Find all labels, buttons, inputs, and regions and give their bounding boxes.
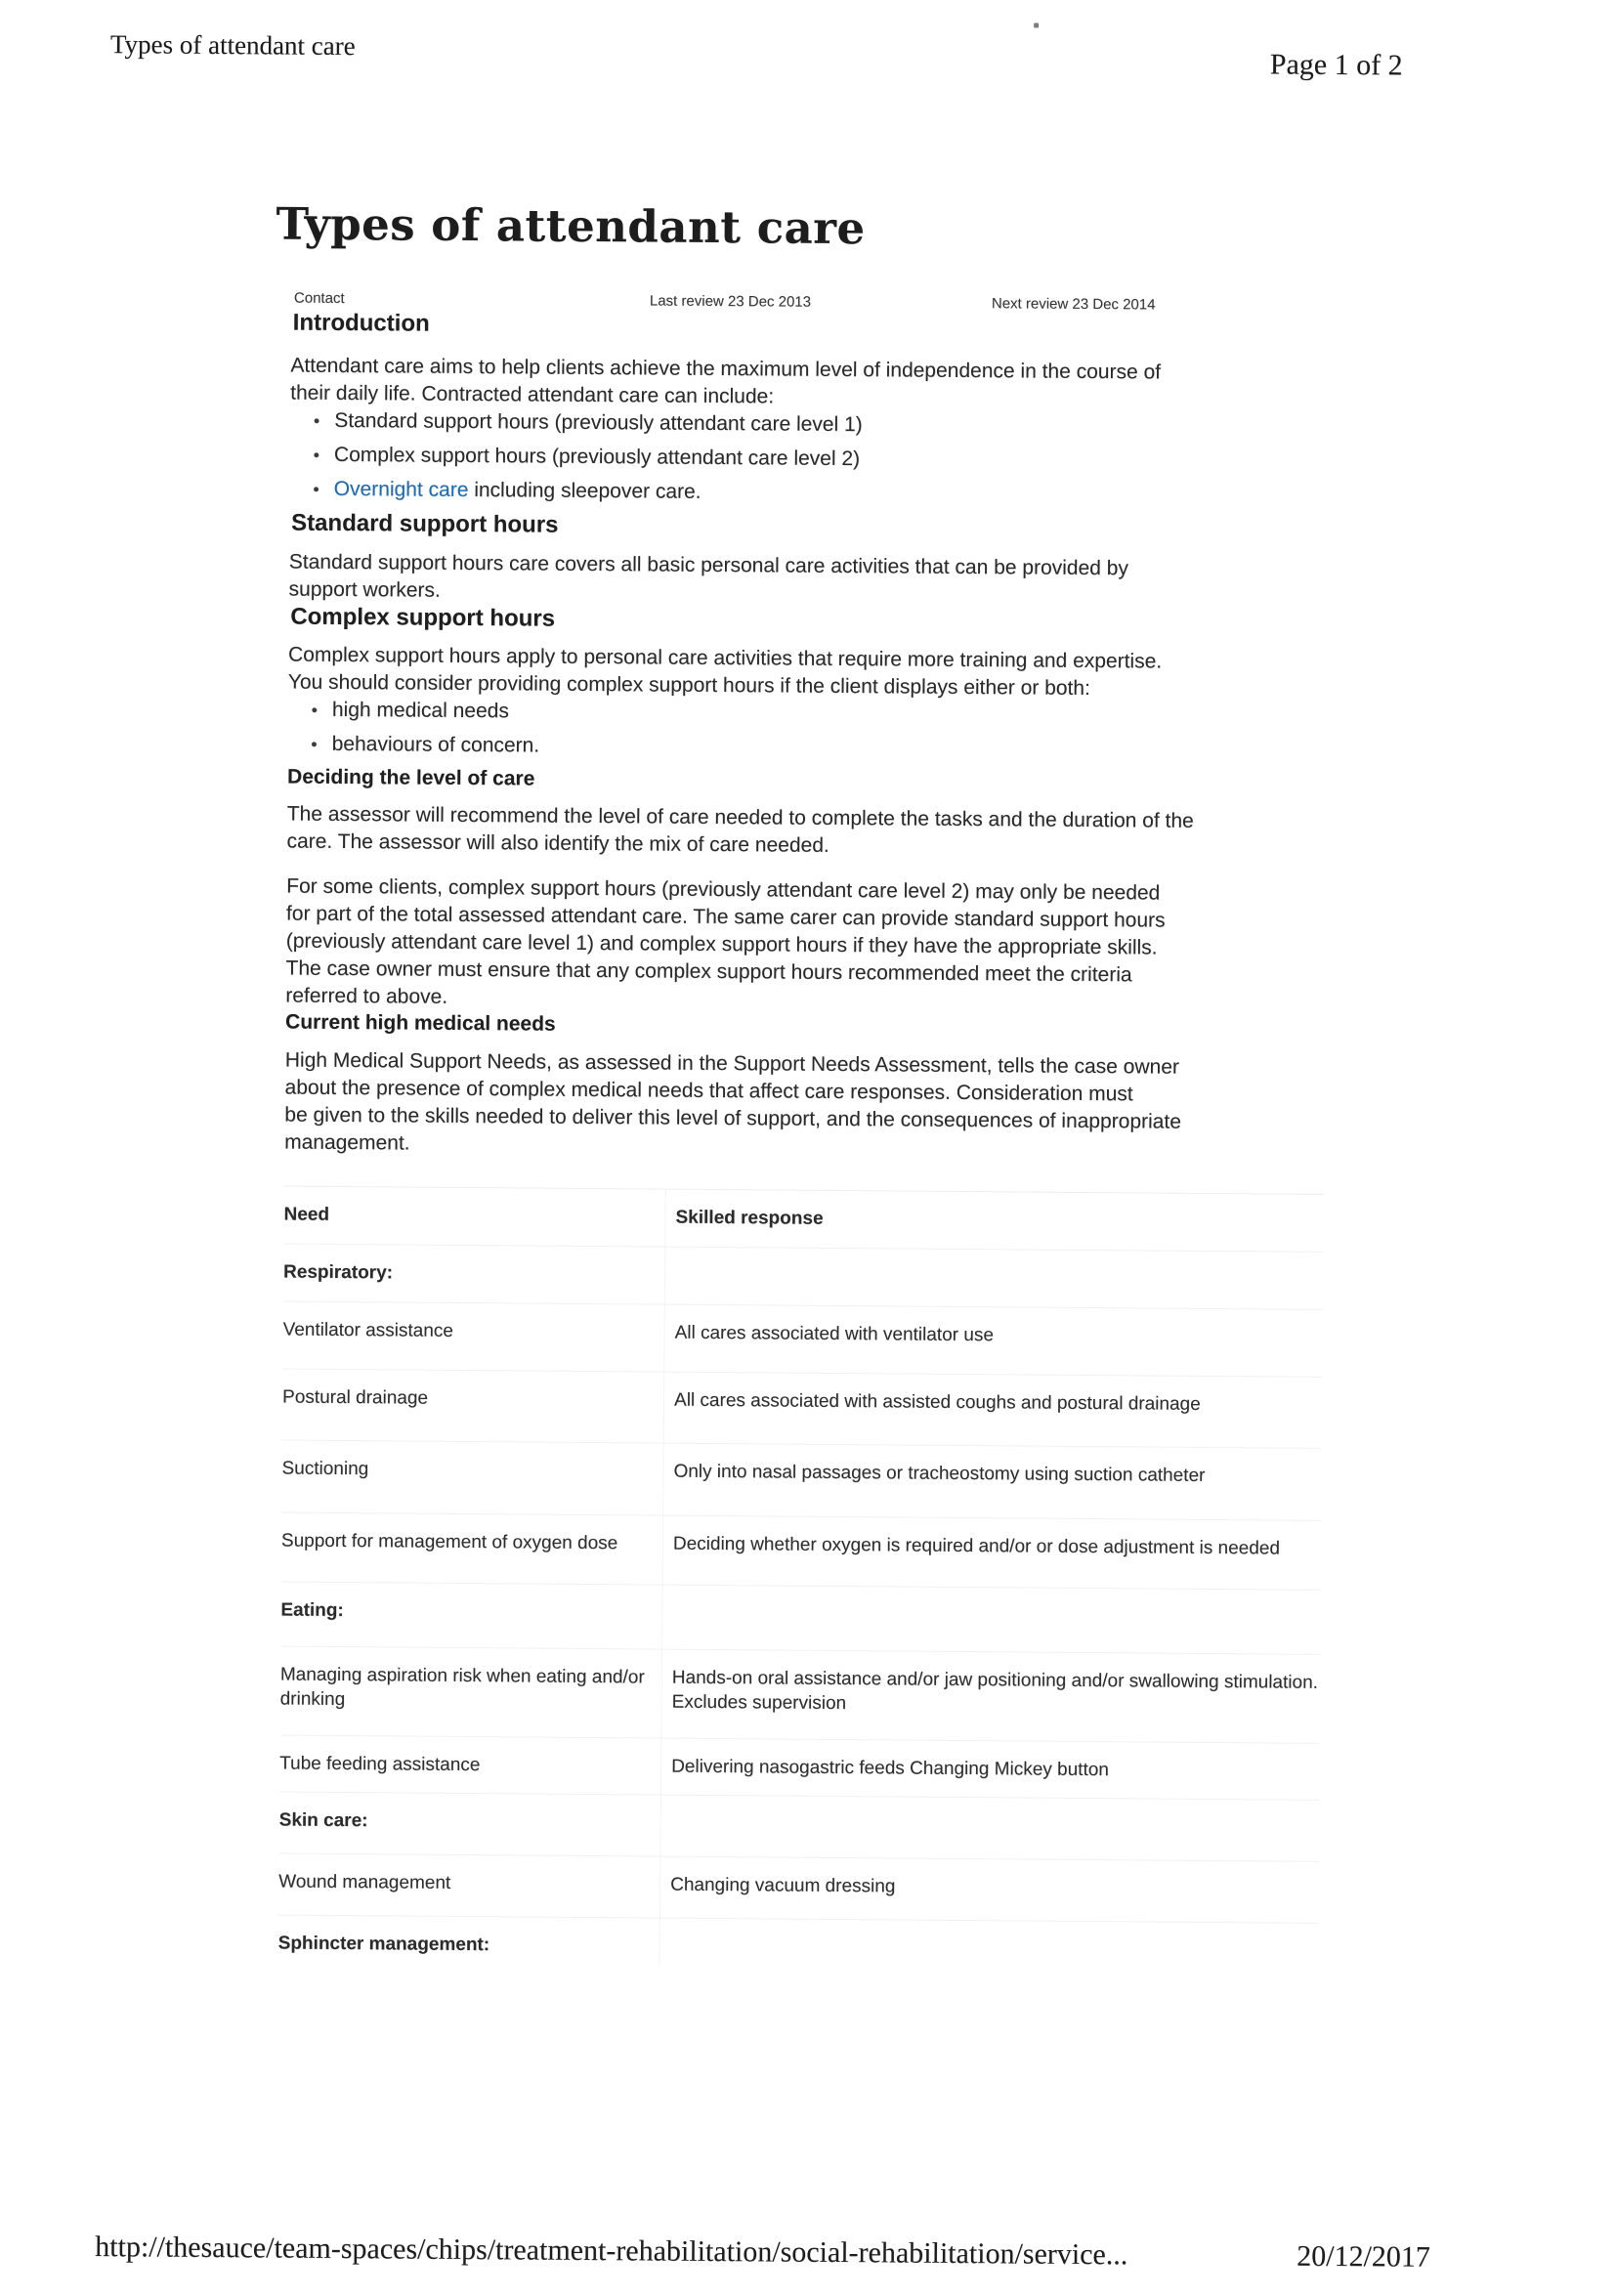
print-header-title: Types of attendant care [109,29,356,62]
need-cell: Support for management of oxygen dose [280,1530,618,1554]
subsection-heading-current-high-medical-needs: Current high medical needs [285,1010,556,1036]
section-heading-complex-support-hours: Complex support hours [290,603,556,632]
list-item [311,731,1333,766]
need-cell: Respiratory: [283,1261,394,1284]
list-item-text-rest: including sleepover care. [468,478,701,503]
complex-support-paragraph: Complex support hours apply to personal care activities that require more training and expertise. You should consider providing complex support hours if the client displays either or both: [287,643,1163,700]
response-cell: Only into nasal passages or tracheostomy using suction catheter [662,1444,1322,1520]
need-cell: Managing aspiration risk when eating and/or drinking [279,1664,645,1711]
table-row [278,1793,1318,1862]
response-cell [659,1919,1318,1971]
standard-support-paragraph: Standard support hours care covers all basic personal care activities that can be provided by support workers. [288,550,1129,602]
section-heading-introduction: Introduction [292,309,430,337]
last-review-label: Last review 23 Dec 2013 [649,292,812,311]
need-cell: Postural drainage [282,1386,429,1409]
section-heading-standard-support-hours: Standard support hours [291,509,559,538]
table-row [282,1302,1323,1378]
table-row [278,1854,1318,1924]
introduction-bullet-list [274,406,1336,511]
deciding-paragraph-2: For some clients, complex support hours (previously attendant care level 2) may only be needed for part of the total assessed attendant care. The same carer can provide standard support hours (previously attendant care level 1) and complex support hours if they have the appropriate skills. The case owner must ensure that any complex support hours recommended meet the criteria referred to above. [285,874,1166,1008]
scan-artifact-dot [1034,23,1039,28]
deciding-paragraph-1: The assessor will recommend the level of care needed to complete the tasks and the duration of the care. The assessor will also identify the mix of care needed. [286,802,1194,857]
response-cell: Hands-on oral assistance and/or jaw positioning and/or swallowing stimulation. Excludes supervision [660,1650,1320,1743]
need-cell: Eating: [280,1599,344,1622]
response-cell: Deciding whether oxygen is required and/or or dose adjustment is needed [662,1516,1322,1590]
list-item-text [334,476,701,506]
bullet-icon: • [313,445,320,465]
page-title: Types of attendant care [276,197,866,255]
response-cell: Delivering nasogastric feeds Changing Mickey button [660,1739,1319,1800]
table-row [281,1513,1322,1591]
need-cell: Sphincter management: [277,1933,490,1956]
response-cell [661,1586,1320,1654]
print-footer-url: http://thesauce/team-spaces/chips/treatment-rehabilitation/social-rehabilitation/service... [95,2231,1128,2272]
table-row [278,1916,1318,1971]
need-cell: Tube feeding assistance [279,1753,481,1776]
list-item [313,476,1335,511]
needs-table [278,1186,1324,1971]
response-cell: All cares associated with assisted coughs and postural drainage [663,1373,1323,1448]
overnight-care-link[interactable]: Overnight care [333,477,469,501]
response-cell [659,1796,1318,1861]
need-cell: Ventilator assistance [282,1319,453,1341]
table-header-row [283,1186,1323,1253]
list-item-text: high medical needs [331,698,509,723]
response-cell [664,1248,1323,1309]
contact-label: Contact [293,289,345,307]
table-header-skilled-response: Skilled response [664,1190,1323,1252]
need-cell: Suctioning [281,1458,369,1480]
medical-needs-paragraph: High Medical Support Needs, as assessed in the Support Needs Assessment, tells the case owner about the presence of complex medical needs that affect care responses. Consideration must be given to the skills needed to deliver this level of support, and the consequences of inappropriate management. [284,1048,1182,1155]
print-footer-date: 20/12/2017 [1296,2239,1431,2274]
table-row [279,1736,1319,1801]
table-row [279,1647,1320,1744]
table-row [281,1441,1322,1521]
subsection-heading-deciding-level-of-care: Deciding the level of care [286,765,535,790]
need-cell: Skin care: [278,1809,368,1832]
complex-support-bullet-list [272,696,1333,766]
list-item-text: Standard support hours (previously attendant care level 1) [334,408,863,437]
bullet-icon: • [311,700,319,720]
print-header-page-indicator: Page 1 of 2 [1269,48,1403,82]
document-body [263,199,1338,1970]
list-item-text: Complex support hours (previously attendant care level 2) [333,443,861,471]
bullet-icon: • [311,734,318,754]
table-row [280,1583,1320,1655]
table-row [282,1370,1323,1449]
bullet-icon: • [313,479,319,499]
table-header-need: Need [283,1204,330,1225]
table-row [283,1245,1323,1310]
list-item [314,442,1336,477]
next-review-label: Next review 23 Dec 2014 [991,295,1156,314]
introduction-paragraph: Attendant care aims to help clients achieve the maximum level of independence in the course of their daily life. Contracted attendant care can include: [290,354,1162,408]
bullet-icon: • [313,410,320,431]
response-cell: All cares associated with ventilator use [663,1305,1323,1377]
need-cell: Wound management [278,1871,451,1893]
list-item-text: behaviours of concern. [331,732,540,757]
response-cell: Changing vacuum dressing [659,1857,1318,1923]
